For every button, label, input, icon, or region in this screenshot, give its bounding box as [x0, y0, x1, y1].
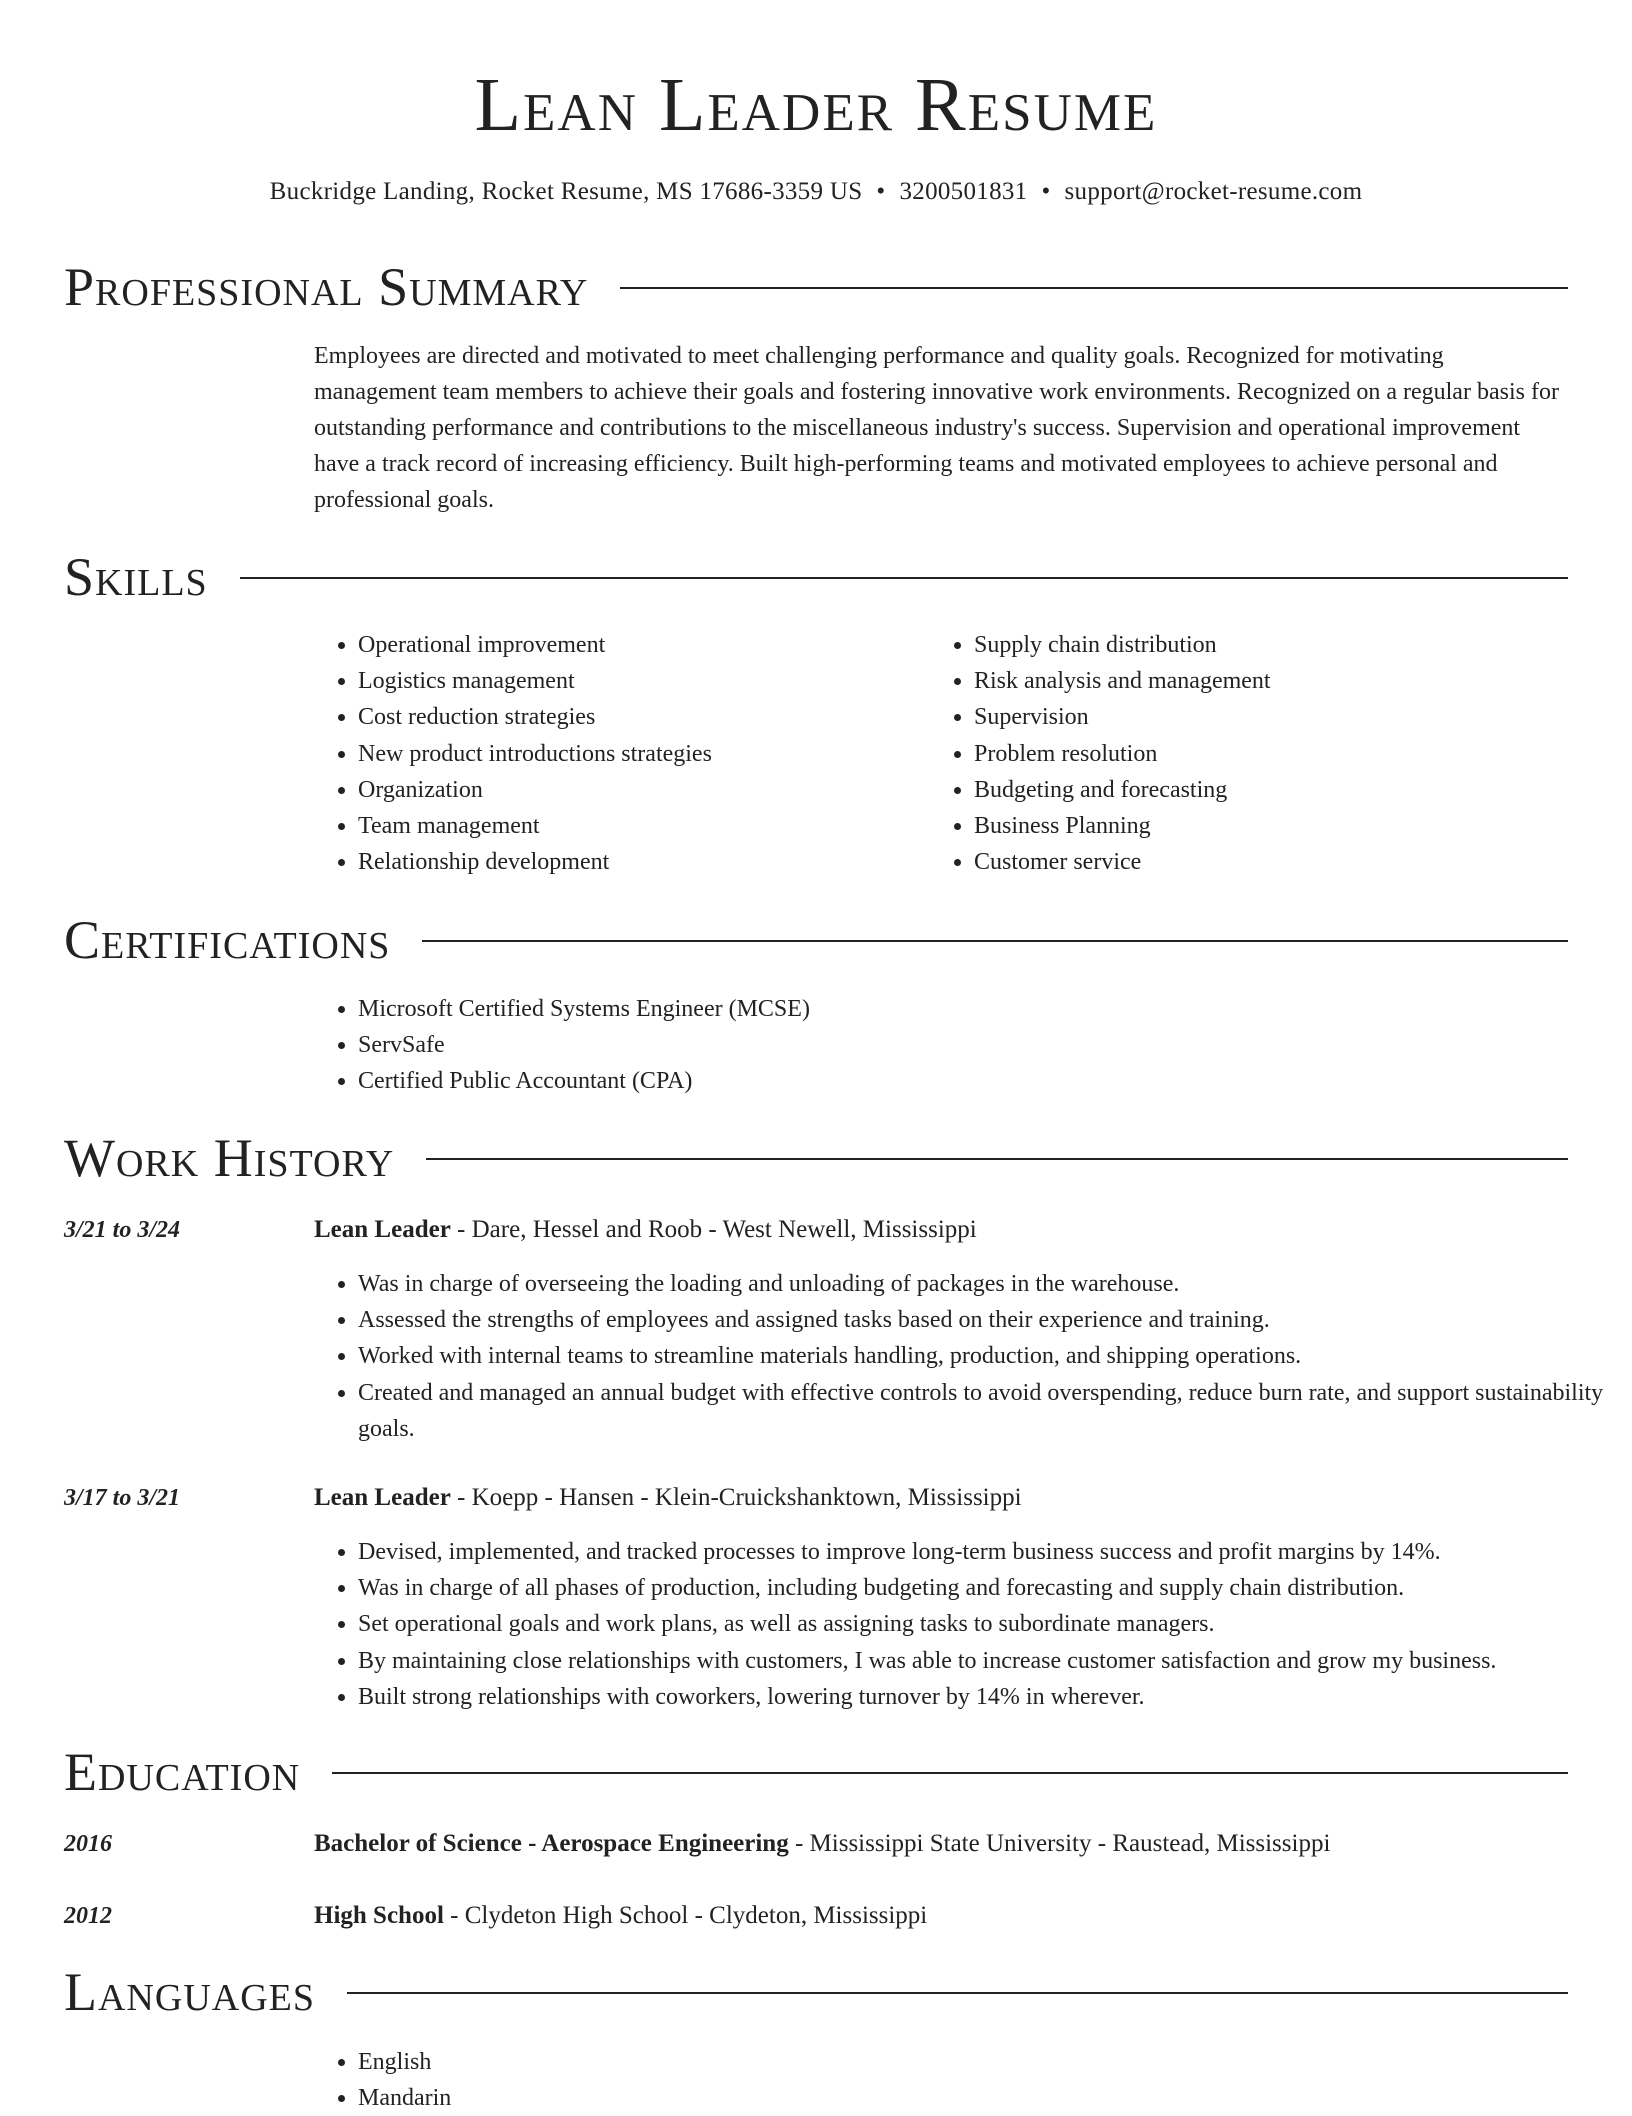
skill-item: • Risk analysis and management	[974, 663, 1594, 699]
job-heading	[314, 1212, 977, 1248]
education-entry	[314, 1898, 927, 1934]
contact-phone: 3200501831	[899, 178, 1028, 205]
skill-item: • Supervision	[974, 699, 1594, 735]
skills-list-left	[314, 627, 918, 880]
job-bullet: • Was in charge of overseeing the loading and unloading of packages in the warehouse.	[358, 1266, 1608, 1302]
section-divider	[620, 287, 1568, 289]
skill-item: • Business Planning	[974, 808, 1594, 844]
job-dates: 3/21 to 3/24	[64, 1217, 181, 1243]
job-bullet: • Assessed the strengths of employees and assigned tasks based on their experience and training.	[358, 1302, 1608, 1338]
skill-item: • Problem resolution	[974, 736, 1594, 772]
job-bullet: • Was in charge of all phases of production, including budgeting and forecasting and supply chain distribution.	[358, 1570, 1628, 1606]
language-item: • English	[358, 2044, 1608, 2080]
contact-separator: •	[876, 178, 886, 205]
education-section-header	[64, 1740, 1568, 1804]
skill-item: • Team management	[358, 808, 918, 844]
education-school: - Mississippi State University - Raustead, Mississippi	[788, 1830, 1331, 1857]
resume-title: Lean Leader Resume	[474, 63, 1158, 147]
job-bullet: • By maintaining close relationships with customers, I was able to increase customer satisfaction and grow my business.	[358, 1643, 1628, 1679]
language-item: • Mandarin	[358, 2080, 1608, 2116]
certification-item: • ServSafe	[358, 1027, 1608, 1063]
education-year: 2012	[64, 1903, 112, 1929]
skill-item: • Organization	[358, 772, 918, 808]
section-heading: Professional Summary	[64, 257, 589, 317]
job-bullet: • Created and managed an annual budget with effective controls to avoid overspending, reduce burn rate, and support sustainability goals.	[358, 1375, 1608, 1447]
section-divider	[426, 1158, 1568, 1160]
skill-item: • Operational improvement	[358, 627, 918, 663]
job-bullets	[314, 1266, 1608, 1447]
certifications-section-header	[64, 908, 1568, 972]
skill-item: • New product introductions strategies	[358, 736, 918, 772]
job-title: Lean Leader	[314, 1484, 451, 1511]
education-school: - Clydeton High School - Clydeton, Mississippi	[443, 1902, 928, 1929]
skills-list-right	[930, 627, 1594, 880]
job-dates: 3/17 to 3/21	[64, 1485, 181, 1511]
job-bullet: • Built strong relationships with coworkers, lowering turnover by 14% in wherever.	[358, 1679, 1628, 1715]
section-heading: Work History	[64, 1128, 395, 1188]
skill-item: • Customer service	[974, 844, 1594, 880]
section-divider	[422, 940, 1568, 942]
education-entry	[314, 1826, 1330, 1862]
contact-address: Buckridge Landing, Rocket Resume, MS 17686-3359 US	[269, 178, 863, 205]
work-history-section-header	[64, 1126, 1568, 1190]
job-heading	[314, 1480, 1022, 1516]
skill-item: • Budgeting and forecasting	[974, 772, 1594, 808]
job-employer: - Dare, Hessel and Roob - West Newell, Mississippi	[450, 1216, 977, 1243]
section-divider	[332, 1772, 1568, 1774]
job-employer: - Koepp - Hansen - Klein-Cruickshanktown, Mississippi	[450, 1484, 1022, 1511]
contact-email[interactable]: support@rocket-resume.com	[1064, 178, 1363, 205]
certifications-list	[314, 991, 1608, 1100]
skills-section-header	[64, 545, 1568, 609]
job-bullets	[314, 1534, 1628, 1715]
job-bullet: • Worked with internal teams to streamline materials handling, production, and shipping operations.	[358, 1338, 1608, 1374]
skill-item: • Supply chain distribution	[974, 627, 1594, 663]
job-bullet: • Set operational goals and work plans, as well as assigning tasks to subordinate managers.	[358, 1606, 1628, 1642]
job-bullet: • Devised, implemented, and tracked processes to improve long-term business success and profit margins by 14%.	[358, 1534, 1628, 1570]
education-year: 2016	[64, 1831, 112, 1857]
section-heading: Education	[64, 1742, 301, 1802]
section-divider	[240, 577, 1568, 579]
skill-item: • Relationship development	[358, 844, 918, 880]
section-heading: Certifications	[64, 910, 391, 970]
job-title: Lean Leader	[314, 1216, 451, 1243]
certification-item: • Microsoft Certified Systems Engineer (MCSE)	[358, 991, 1608, 1027]
contact-separator: •	[1041, 178, 1051, 205]
contact-line	[0, 176, 1632, 208]
languages-section-header	[64, 1960, 1568, 2024]
skill-item: • Logistics management	[358, 663, 918, 699]
summary-section-header	[64, 255, 1568, 319]
certification-item: • Certified Public Accountant (CPA)	[358, 1063, 1608, 1099]
section-heading: Languages	[64, 1962, 315, 2022]
section-heading: Skills	[64, 547, 208, 607]
section-divider	[347, 1992, 1568, 1994]
skill-item: • Cost reduction strategies	[358, 699, 918, 735]
education-degree: High School	[314, 1902, 444, 1929]
summary-text: Employees are directed and motivated to meet challenging performance and quality goals. Recognized for motivating management team members to achieve their goals and fostering innovative work environments. Recognized on a regular basis for outstanding performance and contributions to the miscellaneous industry's success. Supervision and operational improvement have a track record of increasing efficiency. Built high-performing teams and motivated employees to achieve personal and professional goals.	[314, 343, 1559, 513]
education-degree: Bachelor of Science - Aerospace Engineering	[314, 1830, 789, 1857]
languages-list	[314, 2044, 1608, 2116]
